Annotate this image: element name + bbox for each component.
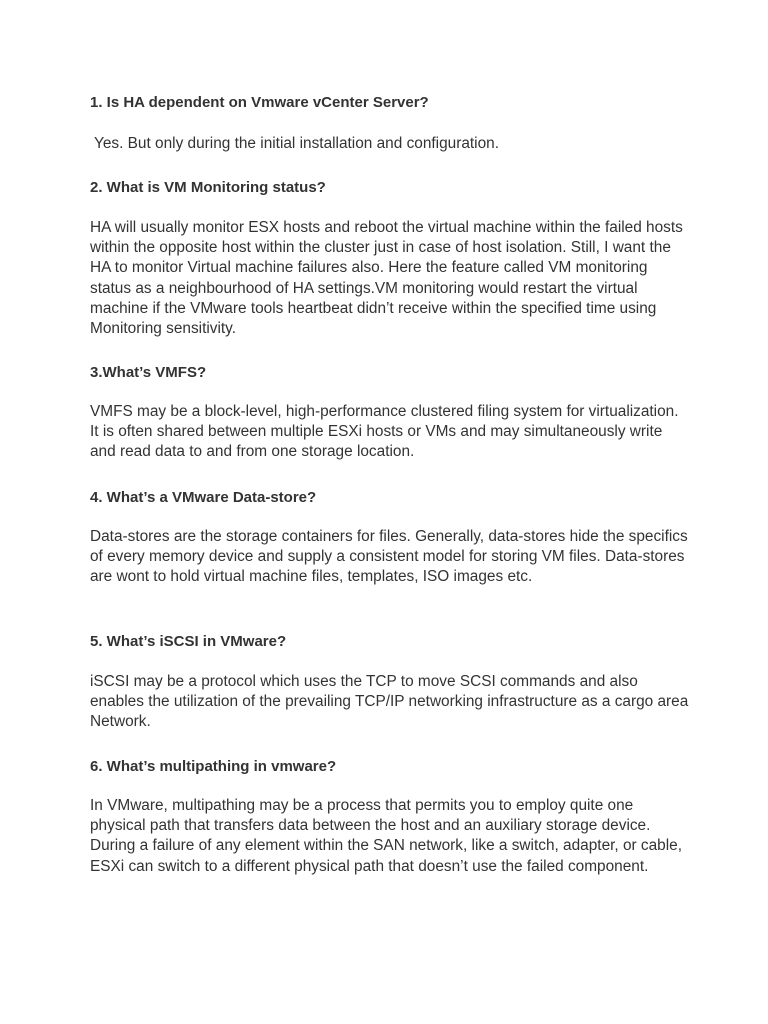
- question-3: 3.What’s VMFS?: [90, 364, 207, 381]
- answer-4: Data-stores are the storage containers for files. Generally, data-stores hide the specifics of every memory device and supply a consistent model for storing VM files. Data-stores are wont to hold virtual machine files, templates, ISO images etc.: [90, 528, 688, 586]
- answer-5: iSCSI may be a protocol which uses the TCP to move SCSI commands and also enables the utilization of the prevailing TCP/IP networking infrastructure as a cargo area Network.: [90, 673, 689, 731]
- question-5: 5. What’s iSCSI in VMware?: [90, 633, 287, 650]
- question-6: 6. What’s multipathing in vmware?: [90, 758, 337, 775]
- answer-2: HA will usually monitor ESX hosts and reboot the virtual machine within the failed hosts within the opposite host within the cluster just in case of host isolation. Still, I want the HA to monitor Virtual machine failures also. Here the feature called VM monitoring status as a neighbourhood of HA settings.VM monitoring would restart the virtual machine if the VMware tools heartbeat didn’t receive within the specified time using Monitoring sensitivity.: [90, 219, 683, 338]
- question-1: 1. Is HA dependent on Vmware vCenter Server?: [90, 94, 429, 111]
- answer-1: Yes. But only during the initial installation and configuration.: [90, 135, 499, 152]
- question-4: 4. What’s a VMware Data-store?: [90, 489, 317, 506]
- question-2: 2. What is VM Monitoring status?: [90, 179, 326, 196]
- answer-6: In VMware, multipathing may be a process that permits you to employ quite one physical path that transfers data between the host and an auxiliary storage device. During a failure of any element within the SAN network, like a switch, adapter, or cable, ESXi can switch to a different physical path that doesn’t use the failed component.: [90, 797, 682, 875]
- answer-3: VMFS may be a block-level, high-performance clustered filing system for virtualization. It is often shared between multiple ESXi hosts or VMs and may simultaneously write and read data to and from one storage location.: [90, 403, 679, 461]
